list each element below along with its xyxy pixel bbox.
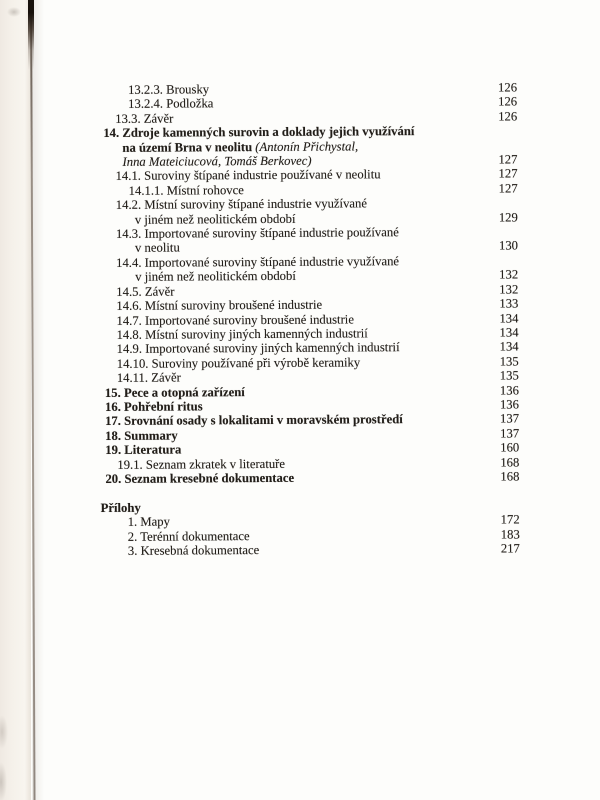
page-number: 126 xyxy=(498,94,518,109)
page-number: 160 xyxy=(500,440,520,455)
toc-text-segment: 13.2.4. Podložka xyxy=(128,96,214,112)
toc-text-segment: 13.2.3. Brousky xyxy=(127,82,210,97)
toc-text-segment: 14.11. Závěr xyxy=(116,370,181,386)
toc-text-segment: 18. Summary xyxy=(105,428,178,443)
toc-text-segment: 14.10. Suroviny používané při výrobě keramiky xyxy=(116,355,361,371)
page-number: 130 xyxy=(498,238,519,254)
page-number: 135 xyxy=(499,354,519,369)
toc-text-segment: 16. Pohřební ritus xyxy=(104,399,203,414)
toc-text-segment: 1. Mapy xyxy=(127,514,171,529)
page-number: 127 xyxy=(498,181,518,196)
toc-text-segment: 14.7. Importované suroviny broušené industrie xyxy=(116,311,354,328)
page-number: 127 xyxy=(498,152,518,167)
toc-text-segment: 3. Kresebná dokumentace xyxy=(127,543,260,558)
page-number: 136 xyxy=(499,382,519,398)
appendix-heading: Přílohy xyxy=(100,500,141,515)
toc-text-segment: 14. Zdroje kamenných surovin a doklady jejich využívání xyxy=(103,124,415,141)
page-number: 133 xyxy=(499,296,519,311)
toc-entry xyxy=(100,469,519,486)
toc-text-segment: 14.1. Suroviny štípané industrie používané v neolitu xyxy=(115,167,381,184)
toc-text-segment: 14.1.1. Místní rohovce xyxy=(128,182,244,198)
page-number: 132 xyxy=(499,282,519,297)
toc-entry xyxy=(98,124,517,170)
page-number: 126 xyxy=(497,80,518,95)
toc-text-segment: 14.4. Importované suroviny štípané industrie využívané xyxy=(116,254,400,270)
toc-entry xyxy=(99,196,518,227)
toc-entry-text xyxy=(101,542,493,559)
toc-text-segment: 14.9. Importované suroviny jiných kamenných industrií xyxy=(116,340,400,357)
page-number: 217 xyxy=(500,541,520,556)
toc-text-segment: (Antonín Přichystal, xyxy=(255,139,359,154)
toc-entry-text xyxy=(98,124,490,170)
toc-text-segment: 14.2. Místní suroviny štípané industrie využívané xyxy=(115,196,368,213)
toc-entry-text xyxy=(99,253,491,284)
toc-text-segment: 15. Pece a otopná zařízení xyxy=(104,384,245,400)
page-number: 172 xyxy=(500,512,520,527)
page-number: 168 xyxy=(500,469,520,484)
page-number: 135 xyxy=(499,368,519,383)
page-number: 137 xyxy=(500,426,520,441)
toc-text-segment: 13.3. Závěr xyxy=(115,111,174,126)
page-number: 132 xyxy=(499,267,519,282)
toc-text-segment: Inna Mateiciucová, Tomáš Berkovec) xyxy=(122,153,312,169)
toc-section xyxy=(101,498,520,558)
toc-entry xyxy=(99,253,518,284)
toc-text-segment: 14.3. Importované suroviny štípané industrie používané xyxy=(115,225,399,241)
toc-text-segment: v jiném než neolitickém období xyxy=(135,269,296,285)
toc-entry xyxy=(99,225,518,256)
toc-text-segment: v jiném než neolitickém období xyxy=(134,211,296,227)
toc-entry-text xyxy=(99,225,491,256)
toc-entry-text xyxy=(100,470,492,487)
page-number: 134 xyxy=(499,325,519,340)
toc-text-segment: 14.5. Závěr xyxy=(116,284,175,299)
page-number: 168 xyxy=(500,454,520,470)
toc-text-segment: 14.6. Místní suroviny broušené industrie xyxy=(116,297,323,313)
page-number: 183 xyxy=(500,527,520,542)
toc-text-segment: 19.1. Seznam zkratek v literatuře xyxy=(117,456,286,472)
toc-entry-line xyxy=(128,542,493,559)
toc-text-segment: na území Brna v neolitu xyxy=(122,139,256,155)
page-fold-dark-mark xyxy=(28,0,34,70)
toc-text-segment: 20. Seznam kresebné dokumentace xyxy=(105,470,295,486)
toc-text-segment: 19. Literatura xyxy=(105,442,182,458)
page-number: 137 xyxy=(499,411,520,426)
toc-entry xyxy=(101,541,520,558)
toc-text-segment: 14.8. Místní suroviny jiných kamenných industrií xyxy=(116,326,368,342)
table-of-contents xyxy=(98,80,520,558)
page-number: 127 xyxy=(498,166,518,181)
toc-text-segment: 17. Srovnání osady s lokalitami v moravském prostředí xyxy=(105,412,403,429)
toc-text-segment: 2. Terénní dokumentace xyxy=(127,528,250,544)
toc-text-segment: v neolitu xyxy=(134,240,180,256)
page-number: 126 xyxy=(498,109,518,124)
page-number: 129 xyxy=(498,210,518,225)
page-number: 134 xyxy=(499,310,519,326)
scan-left-margin xyxy=(0,0,31,800)
page-number: 134 xyxy=(499,339,519,354)
toc-entry-line xyxy=(105,470,492,487)
toc-entry-text xyxy=(99,196,491,227)
page-number: 136 xyxy=(499,397,520,412)
toc-section xyxy=(98,80,519,486)
